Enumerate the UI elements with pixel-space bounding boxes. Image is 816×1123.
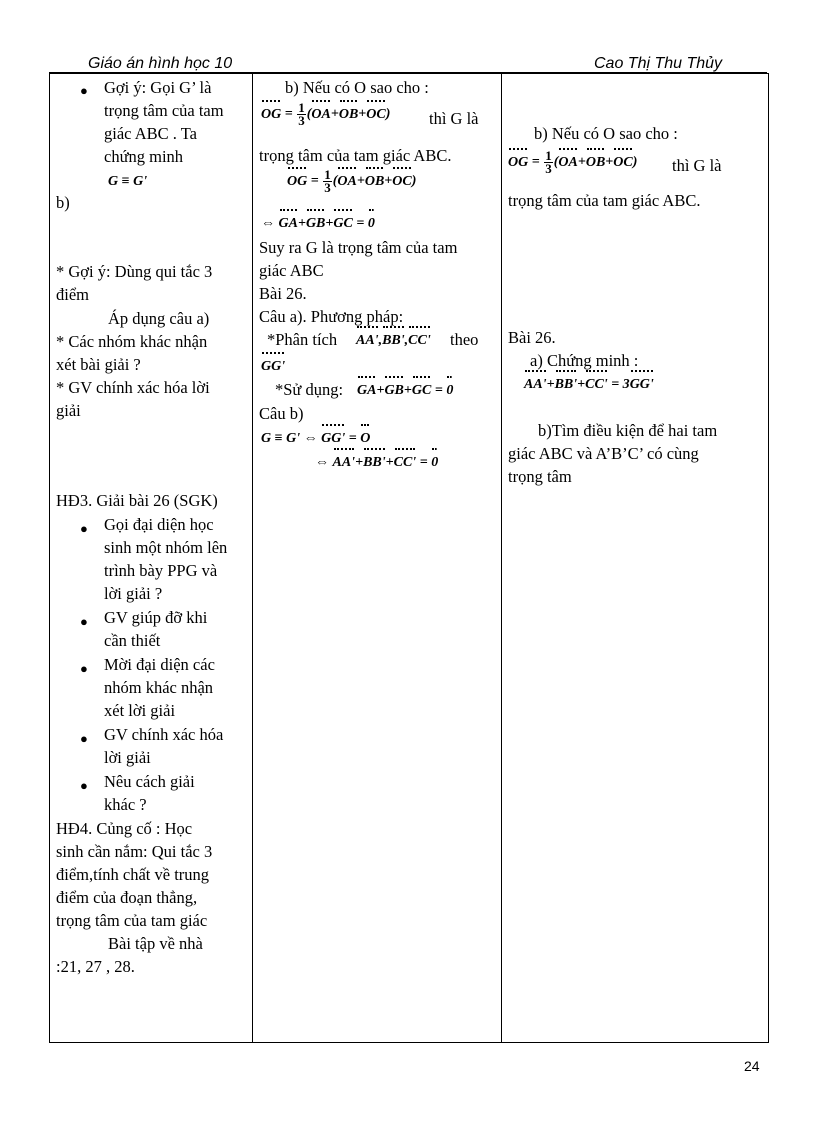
- gv-line: giải: [56, 401, 81, 420]
- bullet-icon: ●: [80, 661, 88, 676]
- formula-og: OG = $\frac{1}{3}$ (OA+OB+OC): [508, 148, 638, 176]
- b-intro: b) Nếu có O sao cho :: [285, 78, 429, 97]
- cau-b-label: Câu b): [259, 404, 304, 423]
- homework-items: :21, 27 , 28.: [56, 957, 135, 976]
- bullet-icon: ●: [80, 778, 88, 793]
- gv-line: * GV chính xác hóa lời: [56, 378, 210, 397]
- b-label: b): [56, 193, 70, 212]
- formula-ga-sum-2: GA+GB+GC = 0: [357, 379, 453, 402]
- formula-og-2: OG = $\frac{1}{3}$ (OA+OB+OC): [287, 167, 417, 195]
- hd3-item-line: xét lời giải: [104, 701, 176, 720]
- student-activity-column: [253, 74, 502, 1043]
- hint-line: chứng minh: [104, 147, 184, 166]
- hd3-item-line: lời giải: [104, 748, 151, 767]
- board-notes-column: [502, 74, 769, 1043]
- hd3-item-line: Gọi đại diện học: [104, 515, 214, 534]
- conclude-line: Suy ra G là trọng tâm của tam: [259, 238, 458, 257]
- hd3-item-line: khác ?: [104, 795, 147, 814]
- page-number: 24: [744, 1058, 760, 1074]
- then-text: thì G là: [429, 109, 479, 128]
- bullet-icon: ●: [80, 83, 88, 98]
- formula-gg: GG': [261, 355, 285, 378]
- hd4-line: sinh cần nắm: Qui tắc 3: [56, 842, 213, 861]
- then-text: thì G là: [672, 156, 722, 175]
- lesson-table: [49, 73, 769, 1043]
- bai26-label: Bài 26.: [259, 284, 307, 303]
- groups-line: xét bài giải ?: [56, 355, 141, 374]
- hd3-item-line: cần thiết: [104, 631, 161, 650]
- b-find-line: b)Tìm điều kiện để hai tam: [538, 421, 718, 440]
- hd3-item-line: nhóm khác nhận: [104, 678, 214, 697]
- hd3-item-line: Mời đại diện các: [104, 655, 215, 674]
- apply-line: Áp dụng câu a): [108, 309, 210, 328]
- conclude-line: giác ABC: [259, 261, 324, 280]
- phan-tich-label: *Phân tích: [267, 330, 338, 349]
- cau-a-label: Câu a). Phương pháp:: [259, 307, 404, 326]
- hd3-item-line: Nêu cách giải: [104, 772, 195, 791]
- hd3-item-line: GV giúp đỡ khi: [104, 608, 208, 627]
- b-find-line: trọng tâm: [508, 467, 572, 486]
- hint2-line: * Gợi ý: Dùng qui tắc 3: [56, 262, 213, 281]
- bullet-icon: ●: [80, 731, 88, 746]
- b-find-line: giác ABC và A’B’C’ có cùng: [508, 444, 699, 463]
- header-right: Cao Thị Thu Thủy: [594, 55, 723, 72]
- hd3-item-line: sinh một nhóm lên: [104, 538, 228, 557]
- su-dung-label: *Sử dụng:: [275, 380, 344, 399]
- bullet-icon: ●: [80, 521, 88, 536]
- header-left: Giáo án hình học 10: [88, 55, 233, 72]
- hd3-title: HĐ3. Giải bài 26 (SGK): [56, 491, 218, 510]
- hd3-item-line: trình bày PPG và: [104, 561, 218, 580]
- formula-aa-sum-3gg: AA'+BB'+CC' = 3GG': [524, 373, 654, 396]
- hint-line: trọng tâm của tam: [104, 101, 224, 120]
- hint-line: Gợi ý: Gọi G’ là: [104, 78, 212, 97]
- formula-g-equiv: G ≡ G' ⇔ GG' = O: [261, 427, 370, 450]
- homework-label: Bài tập về nhà: [108, 934, 203, 953]
- formula-ga-sum: ⇔ GA+GB+GC = 0: [261, 212, 375, 235]
- centroid-text: trọng tâm của tam giác ABC.: [508, 191, 701, 210]
- a-label: a) Chứng minh :: [530, 351, 639, 370]
- centroid-text: trọng tâm của tam giác ABC.: [259, 146, 452, 165]
- formula-aa-sum: ⇔ AA'+BB'+CC' = 0: [315, 451, 438, 474]
- teacher-activity-column: [50, 74, 253, 1043]
- hd4-line: trọng tâm của tam giác: [56, 911, 208, 930]
- groups-line: * Các nhóm khác nhận: [56, 332, 208, 351]
- hint2-line: điểm: [56, 285, 89, 304]
- hd3-item-line: GV chính xác hóa: [104, 725, 224, 744]
- hd4-line: điểm,tính chất về trung: [56, 865, 210, 884]
- bullet-icon: ●: [80, 614, 88, 629]
- hint-math: G ≡ G': [108, 174, 148, 189]
- hd4-line: HĐ4. Củng cố : Học: [56, 819, 193, 838]
- formula-og: OG = $\frac{1}{3}$ (OA+OB+OC): [261, 100, 391, 128]
- b-intro: b) Nếu có O sao cho :: [534, 124, 678, 143]
- hint-line: giác ABC . Ta: [104, 124, 197, 143]
- hd3-item-line: lời giải ?: [104, 584, 163, 603]
- hd4-line: điểm của đoạn thẳng,: [56, 888, 198, 907]
- theo-text: theo: [450, 330, 479, 349]
- formula-aa-bb-cc: AA',BB',CC': [356, 329, 431, 352]
- bai26-label: Bài 26.: [508, 328, 556, 347]
